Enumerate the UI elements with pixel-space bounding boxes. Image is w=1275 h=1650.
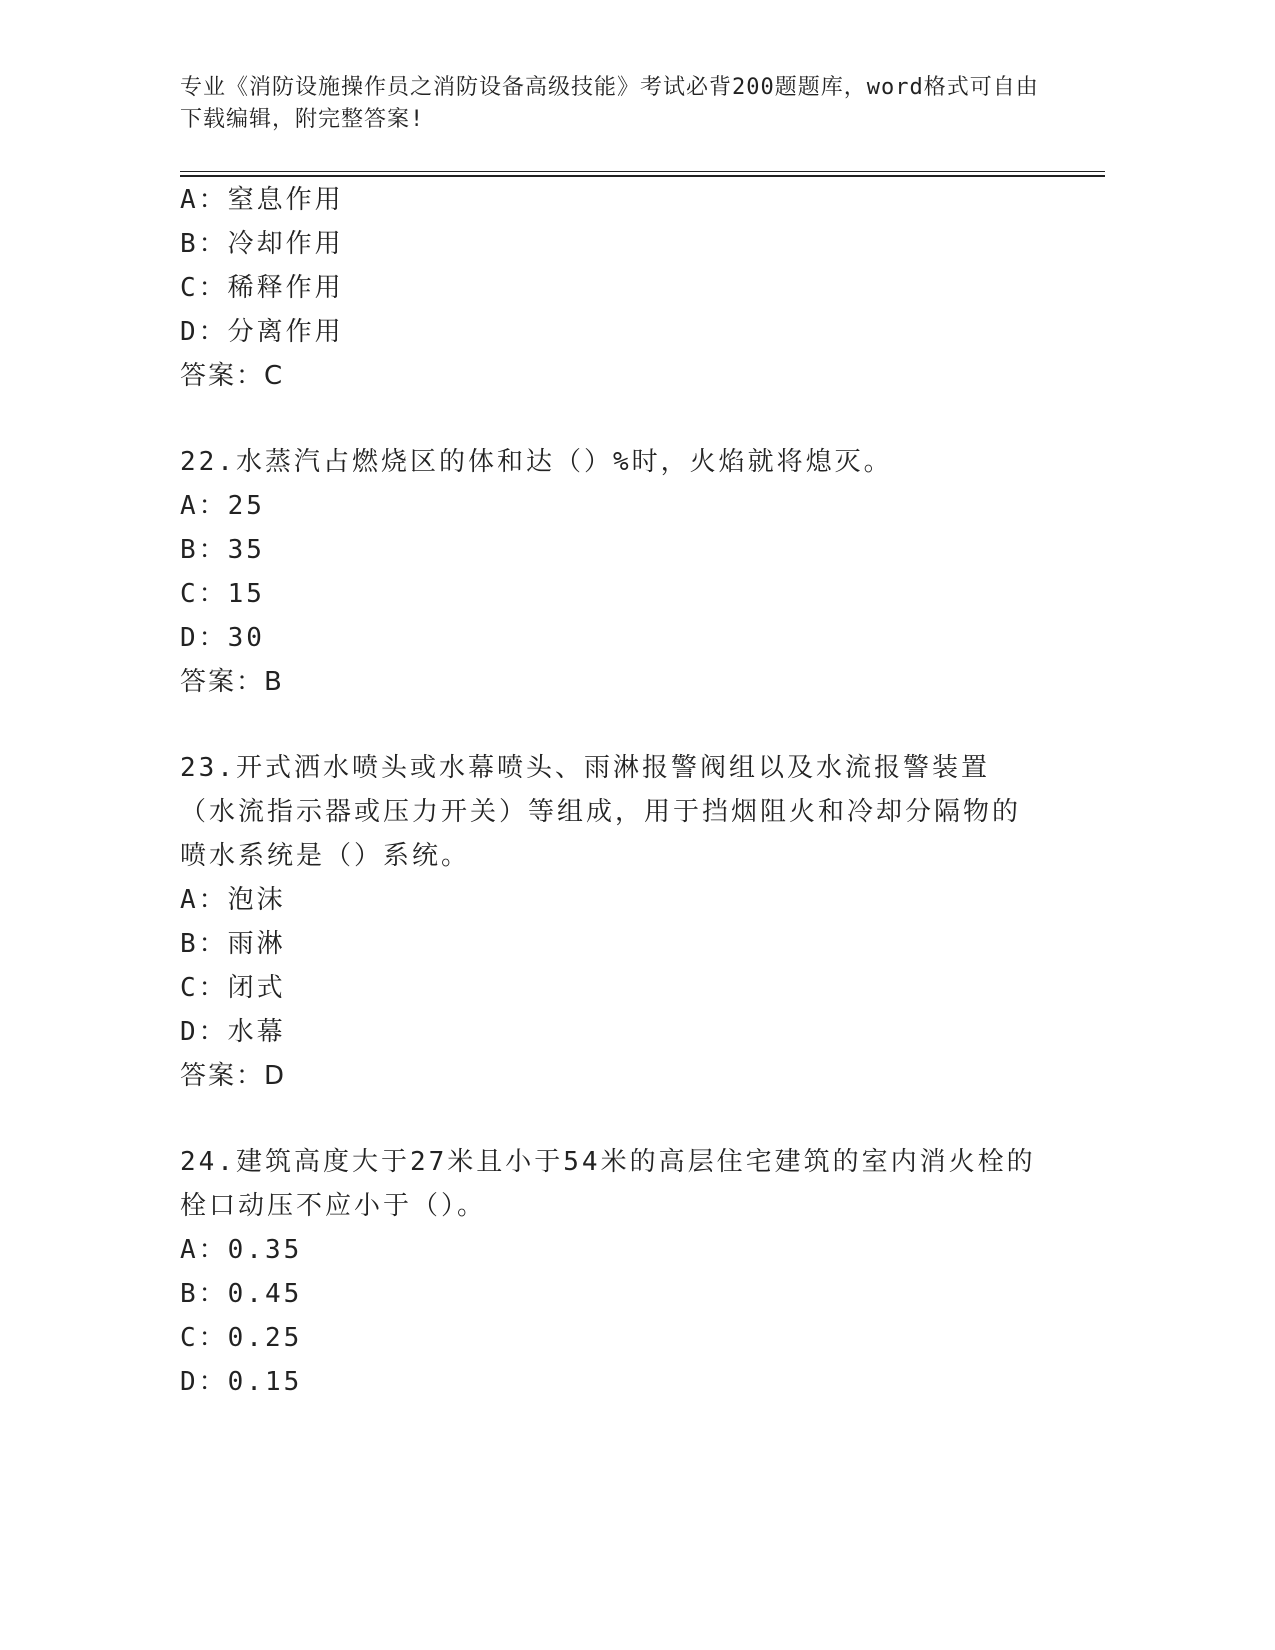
option-b: B：雨淋 [180,929,286,959]
option-d: D：0.15 [180,1367,303,1397]
option-d: D：30 [180,623,265,653]
option-c: C：稀释作用 [180,273,344,303]
question-text: 24.建筑高度大于27米且小于54米的高层住宅建筑的室内消火栓的栓口动压不应小于（）。 [180,1147,1036,1221]
option-c: C：15 [180,579,265,609]
header-rule-thick [180,175,1105,177]
question-block-21 [180,178,1040,398]
option-a: A：泡沫 [180,885,286,915]
option-b: B：冷却作用 [180,229,344,259]
option-c: C：闭式 [180,973,286,1003]
option-a: A：0.35 [180,1235,303,1265]
answer-text: 答案：D [180,1061,287,1091]
answer-text: 答案：C [180,361,285,391]
option-b: B：0.45 [180,1279,303,1309]
option-a: A：窒息作用 [180,185,344,215]
option-d: D：分离作用 [180,317,344,347]
option-b: B：35 [180,535,265,565]
question-block-24 [180,1140,1040,1404]
option-a: A：25 [180,491,265,521]
document-header: 专业《消防设施操作员之消防设备高级技能》考试必背200题题库，word格式可自由下载编辑，附完整答案! [180,75,1039,132]
question-text: 23.开式洒水喷头或水幕喷头、雨淋报警阀组以及水流报警装置（水流指示器或压力开关）等组成，用于挡烟阻火和冷却分隔物的喷水系统是（）系统。 [180,753,1022,871]
question-block-23 [180,746,1040,1098]
option-d: D：水幕 [180,1017,286,1047]
option-c: C：0.25 [180,1323,303,1353]
question-block-22 [180,440,1040,704]
header-rule-thin [180,171,1105,172]
question-list [180,178,1040,1404]
question-text: 22.水蒸汽占燃烧区的体和达（）%时，火焰就将熄灭。 [180,447,893,477]
answer-text: 答案：B [180,667,284,697]
